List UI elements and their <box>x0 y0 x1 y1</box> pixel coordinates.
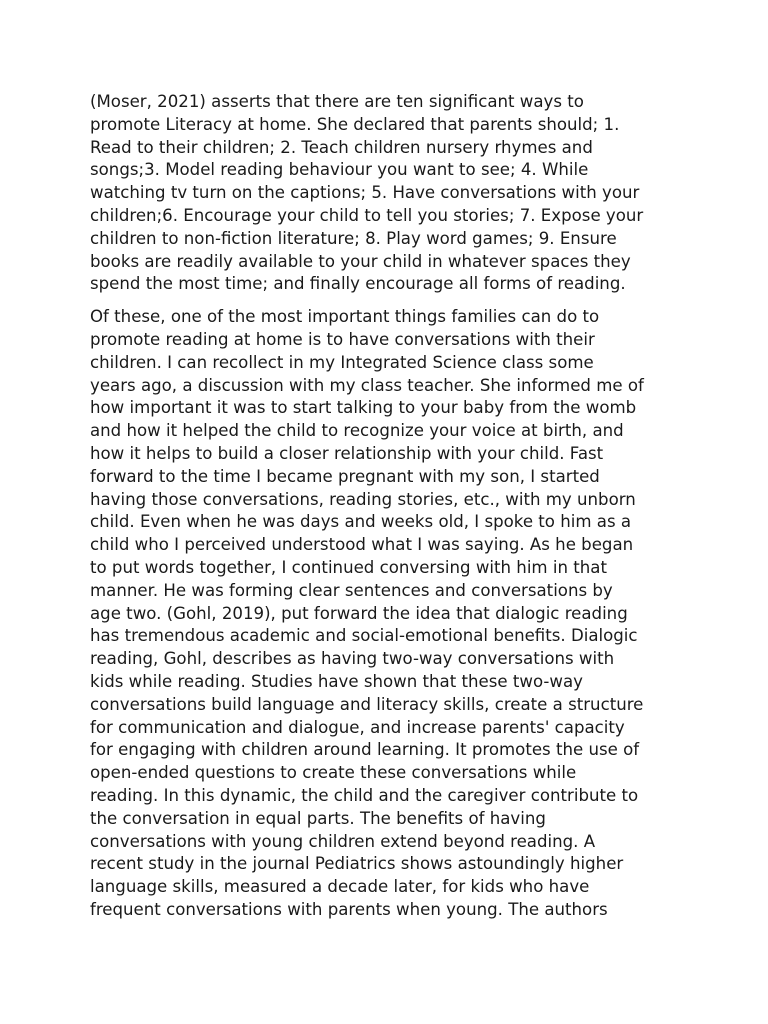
document-page <box>90 91 680 922</box>
text-line: language skills, measured a decade later, for kids who have <box>90 877 590 897</box>
text-line: books are readily available to your child in whatever spaces they <box>90 251 631 271</box>
text-line: having those conversations, reading stories, etc., with my unborn <box>90 489 636 509</box>
text-line: Of these, one of the most important things families can do to <box>90 307 600 327</box>
text-line: the conversation in equal parts. The benefits of having <box>90 808 546 828</box>
text-line: to put words together, I continued conversing with him in that <box>90 557 607 577</box>
text-line: for communication and dialogue, and increase parents' capacity <box>90 717 625 737</box>
text-line: reading. In this dynamic, the child and the caregiver contribute to <box>90 785 639 805</box>
text-line: recent study in the journal Pediatrics shows astoundingly higher <box>90 854 624 874</box>
text-line: spend the most time; and finally encourage all forms of reading. <box>90 274 626 294</box>
text-line: how it helps to build a closer relationship with your child. Fast <box>90 443 604 463</box>
text-line: open-ended questions to create these conversations while <box>90 763 577 783</box>
text-line: and how it helped the child to recognize your voice at birth, and <box>90 421 624 441</box>
text-line: promote reading at home is to have conversations with their <box>90 329 595 349</box>
text-line: age two. (Gohl, 2019), put forward the idea that dialogic reading <box>90 603 628 623</box>
text-line: child who I perceived understood what I was saying. As he began <box>90 535 634 555</box>
text-line: for engaging with children around learning. It promotes the use of <box>90 740 640 760</box>
text-line: how important it was to start talking to your baby from the womb <box>90 398 637 418</box>
text-line: reading, Gohl, describes as having two-way conversations with <box>90 649 615 669</box>
text-line: children to non-fiction literature; 8. Play word games; 9. Ensure <box>90 228 617 248</box>
text-line: children;6. Encourage your child to tell you stories; 7. Expose your <box>90 205 644 225</box>
text-line: (Moser, 2021) asserts that there are ten significant ways to <box>90 92 584 111</box>
text-line: songs;3. Model reading behaviour you want to see; 4. While <box>90 160 589 180</box>
text-line: children. I can recollect in my Integrated Science class some <box>90 352 594 372</box>
text-line: forward to the time I became pregnant with my son, I started <box>90 466 600 486</box>
text-line: watching tv turn on the captions; 5. Have conversations with your <box>90 183 640 203</box>
text-line: conversations build language and literacy skills, create a structure <box>90 694 644 714</box>
text-line: has tremendous academic and social-emotional benefits. Dialogic <box>90 626 638 646</box>
text-line: years ago, a discussion with my class teacher. She informed me of <box>90 375 644 395</box>
text-line: conversations with young children extend beyond reading. A <box>90 831 596 851</box>
text-line: kids while reading. Studies have shown that these two-way <box>90 671 583 691</box>
text-line: Read to their children; 2. Teach children nursery rhymes and <box>90 137 593 157</box>
text-line: promote Literacy at home. She declared that parents should; 1. <box>90 114 620 134</box>
text-line: child. Even when he was days and weeks old, I spoke to him as a <box>90 512 632 532</box>
body-paragraph <box>90 306 680 922</box>
body-paragraph <box>90 91 680 296</box>
text-line: frequent conversations with parents when young. The authors <box>90 899 608 919</box>
text-line: manner. He was forming clear sentences and conversations by <box>90 580 613 600</box>
